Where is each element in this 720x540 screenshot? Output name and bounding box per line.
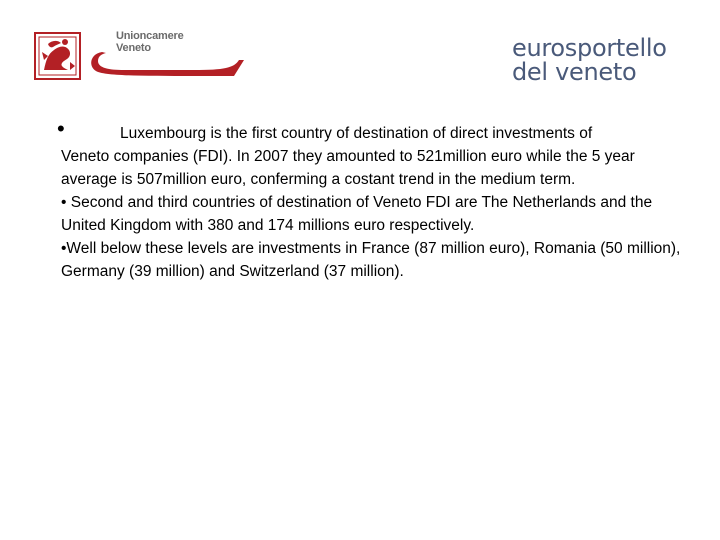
bullet-1-first-line: Luxembourg is the first country of destination of direct investments of [120, 125, 593, 142]
left-logo-line2: Veneto [116, 42, 151, 54]
bullet-2: • Second and third countries of destination of Veneto FDI are The Netherlands and the United Kingdom with 380 and 174 millions euro respectively. [61, 194, 653, 234]
eurosportello-logo [512, 36, 692, 84]
unioncamere-veneto-logo [34, 30, 249, 88]
body-text [57, 116, 691, 283]
right-logo-line1: eurosportello [512, 34, 667, 62]
right-logo-line2: del veneto [512, 58, 637, 86]
bullet-3: •Well below these levels are investments in France (87 million euro), Romania (50 million), Germany (39 million) and Switzerland (37 million). [61, 240, 681, 280]
bullet-1-continuation: Veneto companies (FDI). In 2007 they amounted to 521million euro while the 5 year average is 507million euro, conferming a costant trend in the medium term. [61, 148, 635, 188]
left-logo-line1: Unioncamere [116, 30, 184, 42]
bullet-1 [57, 116, 691, 145]
unioncamere-veneto-wordmark [116, 30, 184, 54]
bullet-marker: • [57, 116, 65, 141]
